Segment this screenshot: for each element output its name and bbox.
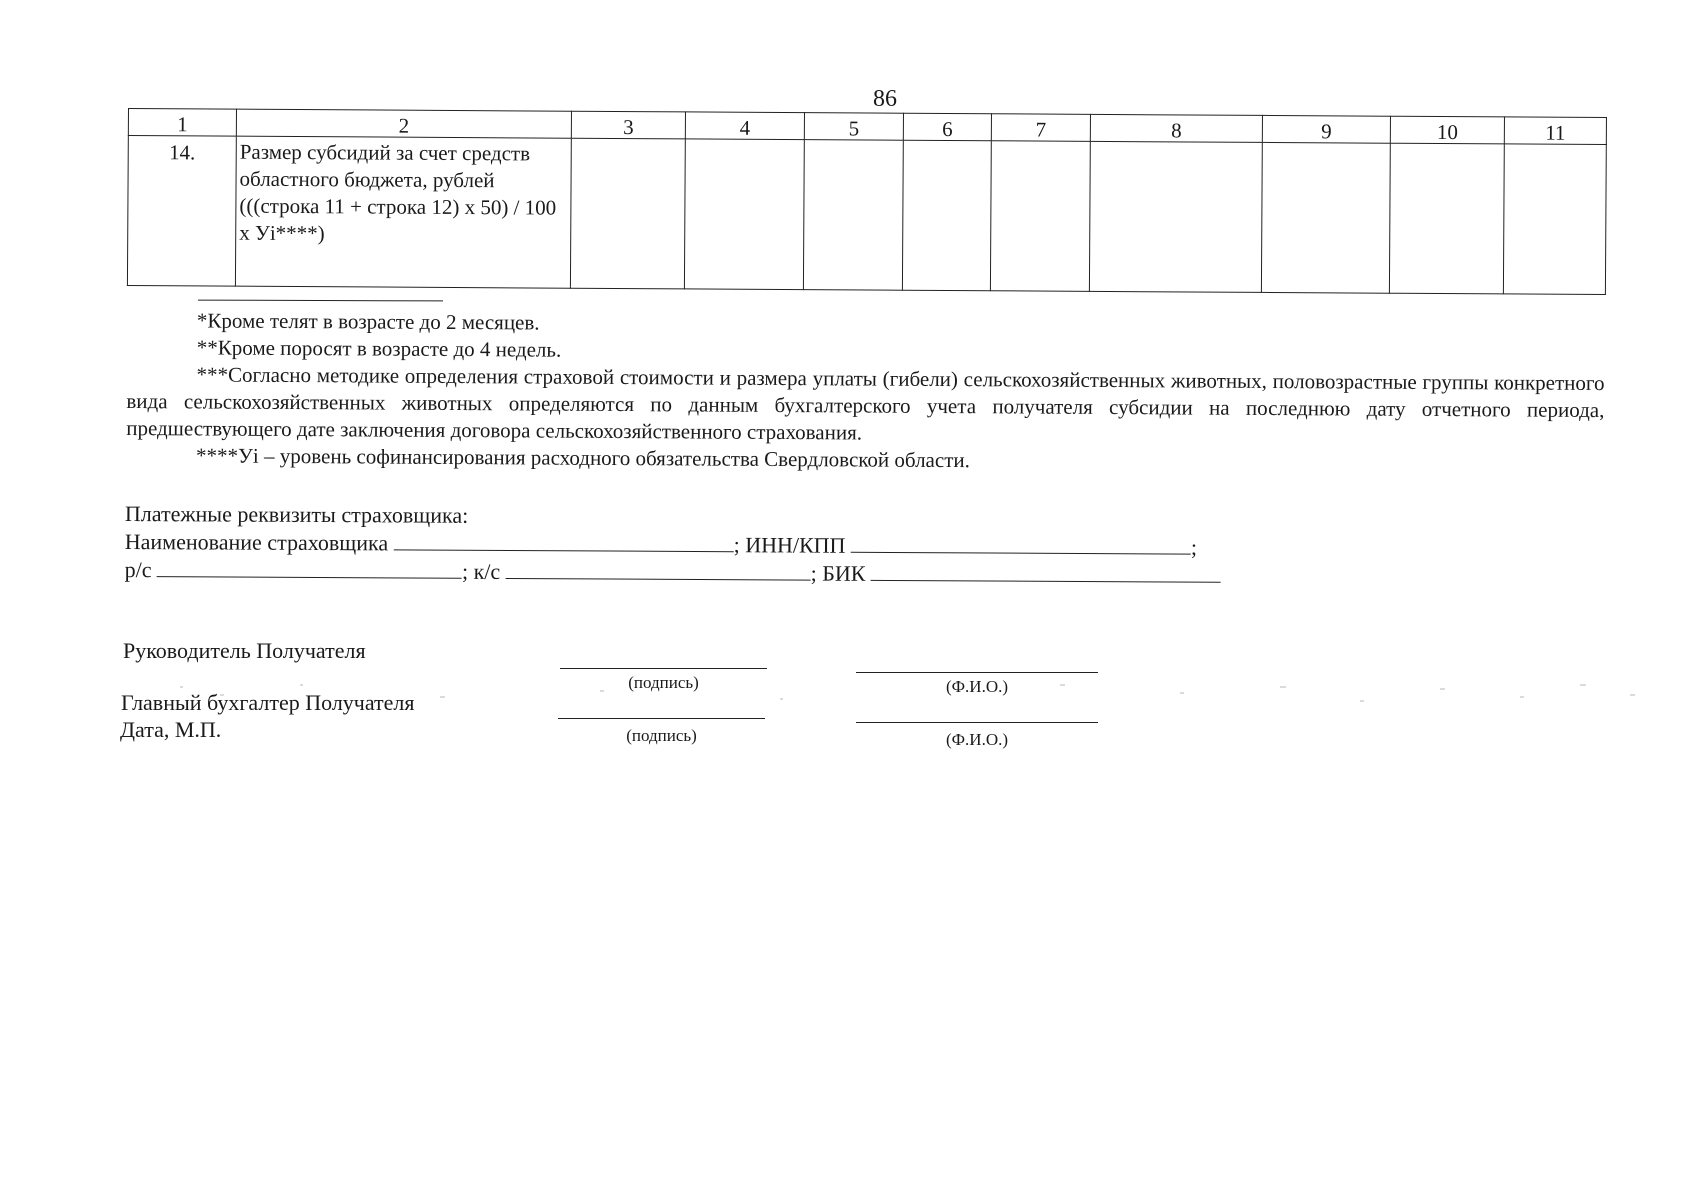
payment-details xyxy=(125,500,1222,590)
table-cell xyxy=(1261,142,1390,293)
accountant-signature-caption: (подпись) xyxy=(626,726,697,745)
bik-field[interactable] xyxy=(871,560,1221,583)
table-cell xyxy=(684,139,804,290)
scan-noise xyxy=(180,666,1680,726)
bik-label: ; БИК xyxy=(810,560,866,586)
insurer-name-label: Наименование страховщика xyxy=(124,528,389,556)
insurer-name-field[interactable] xyxy=(394,529,734,552)
account-line xyxy=(125,556,1222,590)
table-header-cell: 7 xyxy=(991,114,1090,142)
head-signature-caption: (подпись) xyxy=(628,673,699,692)
payment-heading: Платежные реквизиты страховщика: xyxy=(124,501,469,528)
footnotes xyxy=(126,307,1605,478)
table-header-cell: 1 xyxy=(128,109,236,137)
ks-label: ; к/с xyxy=(461,558,501,584)
table-cell xyxy=(1089,141,1262,292)
table-header-cell: 8 xyxy=(1090,114,1262,142)
row-description: Размер субсидий за счет средств областного бюджета, рублей (((строка 11 + строка 12) х 50) / 100 х Уi****) xyxy=(235,136,571,288)
line-end: ; xyxy=(1190,534,1198,560)
accountant-name-caption: (Ф.И.О.) xyxy=(945,730,1009,749)
table-cell xyxy=(1503,144,1606,295)
table-cell xyxy=(803,140,903,291)
head-name-caption: (Ф.И.О.) xyxy=(945,677,1009,696)
table-header-cell: 10 xyxy=(1390,116,1504,144)
accountant-label: Главный бухгалтер Получателя xyxy=(121,690,415,715)
inn-kpp-field[interactable] xyxy=(851,532,1191,555)
rs-field[interactable] xyxy=(157,556,462,579)
footnote-2: **Кроме поросят в возрасте до 4 недель. xyxy=(196,335,562,362)
head-label: Руководитель Получателя xyxy=(123,638,366,663)
date-label: Дата, М.П. xyxy=(120,717,222,742)
footnote-4: ****Уi – уровень софинансирования расходного обязательства Свердловской области. xyxy=(196,443,970,473)
table-header-cell: 3 xyxy=(571,111,685,139)
table-cell xyxy=(990,141,1090,292)
ks-field[interactable] xyxy=(506,558,811,581)
table-header-cell: 4 xyxy=(685,112,804,140)
table-header-cell: 9 xyxy=(1262,115,1390,143)
footnote-1: *Кроме телят в возрасте до 2 месяцев. xyxy=(196,308,540,335)
row-number: 14. xyxy=(127,136,236,287)
table-header-cell: 11 xyxy=(1504,117,1606,145)
table-header-cell: 6 xyxy=(903,113,991,141)
footnote-3: ***Согласно методике определения страховой стоимости и размера уплаты (гибели) сельскохозяйственных животных, половозрастные группы конкретного вида сельскохозяйственных животных определяются по данным бухгалтерского учета получателя субсидии на последнюю дату отчетного периода, предшествующего дате заключения договора сельскохозяйственного страхования. xyxy=(126,362,1605,445)
rs-label: р/с xyxy=(124,556,152,583)
table-cell xyxy=(570,138,685,289)
table-cell xyxy=(902,140,991,291)
subsidy-table xyxy=(127,108,1606,295)
table-header-cell: 5 xyxy=(804,113,903,141)
page-number: 86 xyxy=(873,86,897,112)
table-cell xyxy=(1389,143,1504,294)
table-row xyxy=(127,136,1606,295)
table-header-cell: 2 xyxy=(236,109,571,138)
footnote-separator xyxy=(198,300,443,302)
inn-kpp-label: ; ИНН/КПП xyxy=(733,532,846,558)
